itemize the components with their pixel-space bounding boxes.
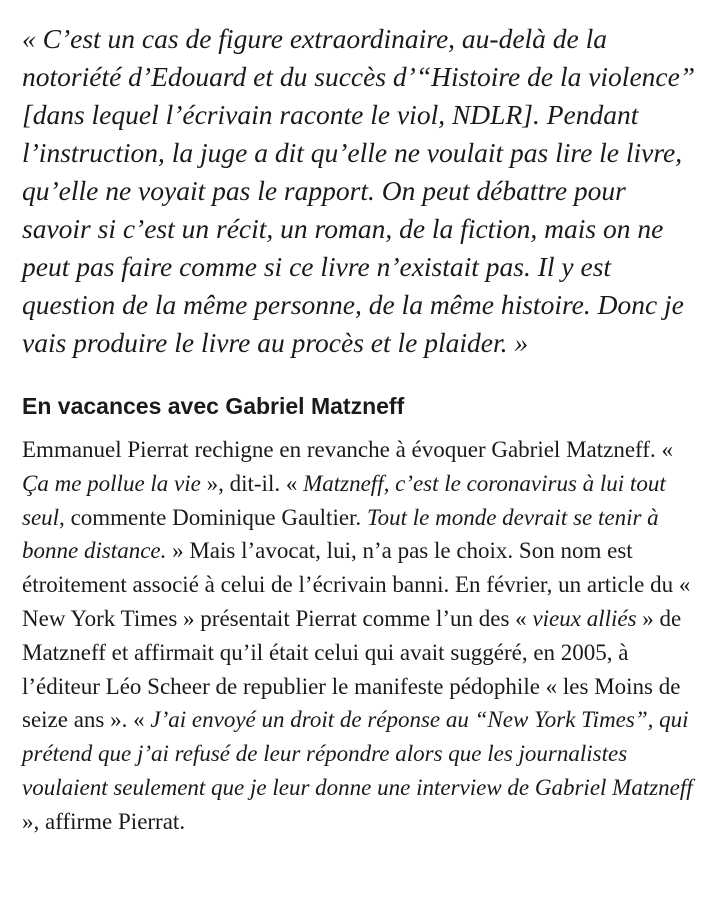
paragraph-text: commente Dominique Gaultier. — [64, 504, 367, 530]
section-heading: En vacances avec Gabriel Matzneff — [22, 393, 405, 419]
block-quote: « C’est un cas de figure extraordinaire, au-delà de la notoriété d’Edouard et du succès d’“Histoire de la violence” [dans lequel l’écrivain raconte le viol, NDLR]. Pendant l’instruction, la juge a dit qu’elle ne voulait pas lire le livre, qu’elle ne voyait pas le rapport. On peut débattre pour savoir si c’est un récit, un roman, de la fiction, mais on ne peut pas faire comme si ce livre n’existait pas. Il y est question de la même personne, de la même histoire. Donc je vais produire le livre au procès et le plaider. » — [22, 23, 696, 358]
paragraph-text: » Mais l’avocat, lui, n’a pas le choix. Son nom est étroitement associé à celui de l’écrivain banni. En février, un article du « New York Times » présentait Pierrat comme l’un des « — [22, 538, 691, 631]
inline-quote: vieux alliés — [532, 605, 637, 631]
inline-quote: J’ai envoyé un droit de réponse au “New York Times”, qui prétend que j’ai refusé de leur répondre alors que les journalistes voulaient seulement que je leur donne une interview de Gabriel Matzneff — [22, 707, 693, 800]
paragraph-text: », affirme Pierrat. — [22, 808, 186, 834]
inline-quote: Tout le monde devrait se tenir à bonne distance. — [22, 504, 659, 564]
paragraph-text: » de Matzneff et affirmait qu’il était celui qui avait suggéré, en 2005, à l’éditeur Léo Scheer de republier le manifeste pédophile « les Moins de seize ans ». « — [22, 605, 682, 733]
inline-quote: Ça me pollue la vie — [22, 470, 201, 496]
paragraph-text: Emmanuel Pierrat rechigne en revanche à évoquer Gabriel Matzneff. « — [22, 437, 673, 462]
paragraph-text: », dit-il. « — [200, 470, 304, 496]
inline-quote: Matzneff, c’est le coronavirus à lui tout seul, — [22, 470, 666, 530]
body-paragraph — [22, 433, 698, 839]
